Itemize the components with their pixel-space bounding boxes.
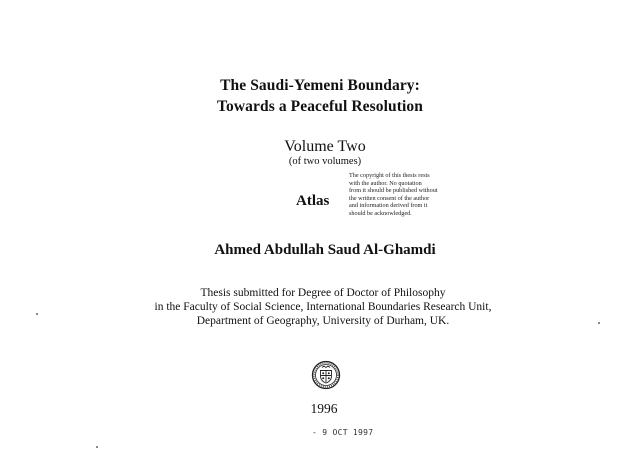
title-line-2: Towards a Peaceful Resolution xyxy=(217,98,423,115)
thesis-statement-line-3: Department of Geography, University of Durham, UK. xyxy=(196,315,450,327)
atlas-label: Atlas xyxy=(296,193,330,209)
university-seal-icon xyxy=(311,360,341,390)
thesis-statement-line-2: in the Faculty of Social Science, International Boundaries Research Unit, xyxy=(154,301,492,313)
copyright-notice xyxy=(349,172,469,218)
copyright-line: The copyright of this thesis rests xyxy=(349,172,430,179)
volume-label: Volume Two xyxy=(284,138,366,155)
received-date-stamp: - 9 OCT 1997 xyxy=(312,428,374,437)
volume-sublabel: (of two volumes) xyxy=(288,156,362,167)
thesis-statement-line-1: Thesis submitted for Degree of Doctor of Philosophy xyxy=(200,287,446,299)
copyright-line: and information derived from it xyxy=(349,202,428,210)
copyright-line: should be acknowledged. xyxy=(349,209,412,217)
copyright-line: with the author. No quotation xyxy=(349,179,422,187)
title-line-1: The Saudi-Yemeni Boundary: xyxy=(220,77,420,94)
copyright-line: from it should be published without xyxy=(349,187,438,195)
scan-speck xyxy=(598,322,600,324)
scan-speck xyxy=(36,313,38,315)
year: 1996 xyxy=(310,401,338,416)
copyright-line: the written consent of the author xyxy=(349,194,430,202)
author-name: Ahmed Abdullah Saud Al-Ghamdi xyxy=(214,242,436,258)
scan-speck xyxy=(96,446,98,448)
